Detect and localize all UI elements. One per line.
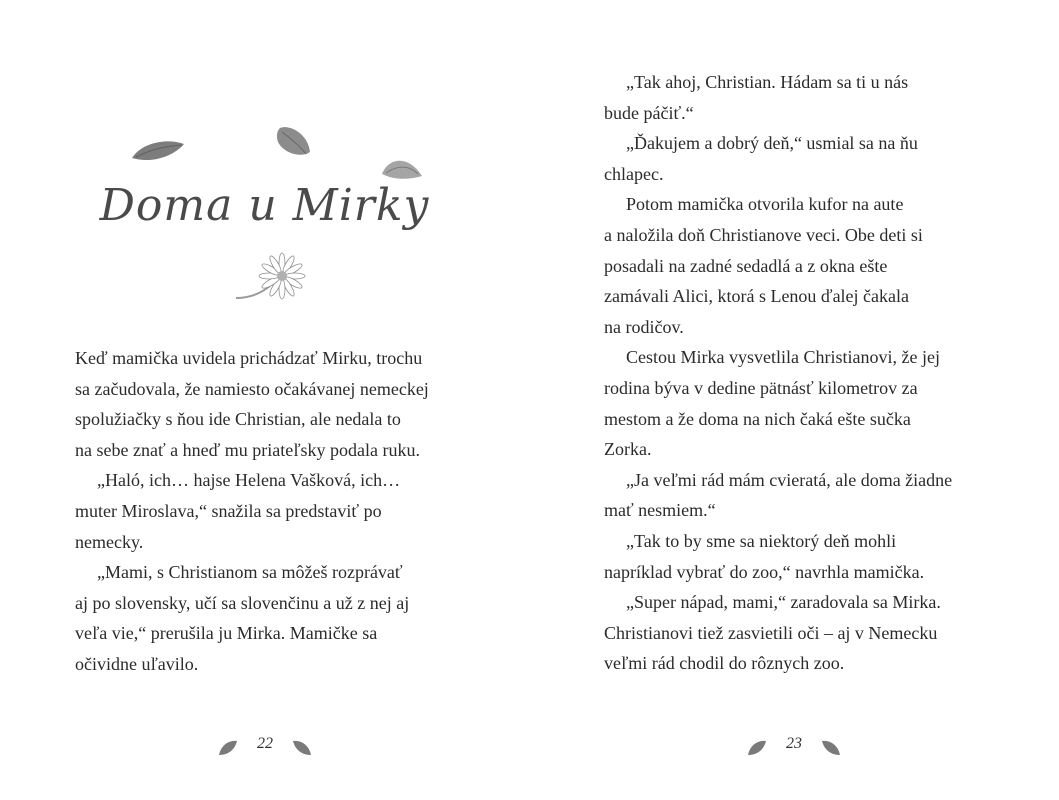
text-line: mestom a že doma na nich čaká ešte sučka xyxy=(604,408,911,429)
left-page xyxy=(0,0,529,800)
text-line: „Tak to by sme sa niektorý deň mohli xyxy=(626,530,897,551)
text-line: napríklad vybrať do zoo,“ navrhla mamička. xyxy=(604,561,925,582)
text-line: „Mami, s Christianom sa môžeš rozprávať xyxy=(97,562,403,583)
left-footer xyxy=(185,735,345,761)
text-line: „Tak ahoj, Christian. Hádam sa ti u nás xyxy=(626,72,909,92)
text-line: posadali na zadné sedadlá a z okna ešte xyxy=(604,255,888,276)
right-body-text xyxy=(604,67,1014,679)
text-line: Keď mamička uvidela prichádzať Mirku, trochu xyxy=(75,348,423,368)
text-line: Zorka. xyxy=(604,439,652,460)
text-line: sa začudovala, že namiesto očakávanej nemeckej xyxy=(75,378,429,399)
text-line: očividne uľavilo. xyxy=(75,653,199,674)
text-line: Cestou Mirka vysvetlila Christianovi, že jej xyxy=(626,347,940,368)
text-line: spolužiačky s ňou ide Christian, ale nedala to xyxy=(75,409,401,430)
text-line: veľa vie,“ prerušila ju Mirka. Mamičke sa xyxy=(75,623,378,644)
right-footer xyxy=(714,735,874,761)
daisy-icon xyxy=(234,252,312,304)
text-line: nemecky. xyxy=(75,531,144,552)
left-body-text xyxy=(75,343,485,680)
text-line: „Haló, ich… hajse Helena Vašková, ich… xyxy=(97,470,401,491)
leaf-icon xyxy=(291,739,313,757)
text-line: „Super nápad, mami,“ zaradovala sa Mirka. xyxy=(626,592,941,613)
text-line: mať nesmiem.“ xyxy=(604,500,716,521)
text-line: „Ja veľmi rád mám cvieratá, ale doma žiadne xyxy=(626,469,953,490)
text-line: zamávali Alici, ktorá s Lenou ďalej čakala xyxy=(604,286,910,307)
text-line: Christianovi tiež zasvietili oči – aj v Nemecku xyxy=(604,622,938,643)
text-line: bude páčiť.“ xyxy=(604,102,694,123)
text-line: a naložila doň Christianove veci. Obe deti si xyxy=(604,224,923,245)
text-line: „Ďakujem a dobrý deň,“ usmial sa na ňu xyxy=(626,133,918,154)
text-line: chlapec. xyxy=(604,163,664,184)
right-page xyxy=(529,0,1059,800)
text-line: veľmi rád chodil do rôznych zoo. xyxy=(604,653,845,674)
petal-icon xyxy=(378,152,424,182)
text-line: na rodičov. xyxy=(604,316,684,337)
text-line: muter Miroslava,“ snažila sa predstaviť po xyxy=(75,500,382,521)
text-line: na sebe znať a hneď mu priateľsky podala ruku. xyxy=(75,439,421,460)
page-number: 22 xyxy=(257,735,273,752)
page-number: 23 xyxy=(786,735,802,752)
text-line: aj po slovensky, učí sa slovenčinu a už z nej aj xyxy=(75,592,410,613)
chapter-title: Doma u Mirky xyxy=(99,180,430,231)
text-line: Potom mamička otvorila kufor na aute xyxy=(626,194,904,215)
leaf-icon xyxy=(820,739,842,757)
petal-icon xyxy=(274,124,314,160)
petal-icon xyxy=(130,136,186,166)
text-line: rodina býva v dedine pätnásť kilometrov za xyxy=(604,377,918,398)
